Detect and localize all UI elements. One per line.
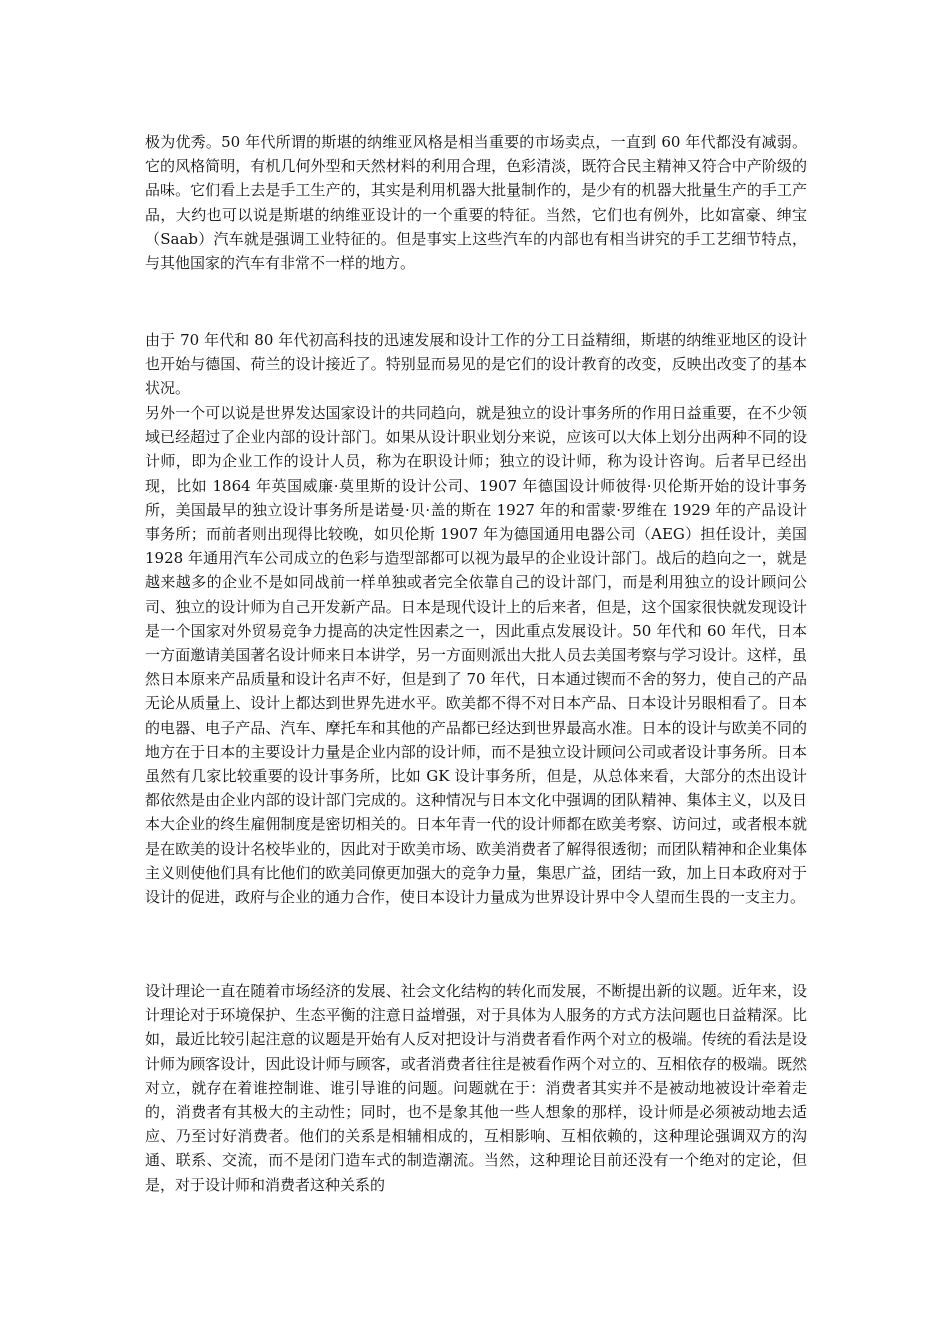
paragraph-independent-design-offices: 另外一个可以说是世界发达国家设计的共同趋向，就是独立的设计事务所的作用日益重要，在不少领域已经超过了企业内部的设计部门。如果从设计职业划分来说，应该可以大体上划分出两种不同的设计师，即为企业工作的设计人员，称为在职设计师；独立的设计师，称为设计咨询。后者早已经出现，比如 1864 年英国威廉·莫里斯的设计公司、1907 年德国设计师彼得·贝伦斯开始的设计事务所，美国最早的独立设计事务所是诺曼·贝·盖的斯在 1927 年的和雷蒙·罗维在 1929 年的产品设计事务所；而前者则出现得比较晚，如贝伦斯 1907 年为德国通用电器公司（AEG）担任设计，美国 1928 年通用汽车公司成立的色彩与造型部都可以视为最早的企业设计部门。战后的趋向之一，就是越来越多的企业不是如同战前一样单独或者完全依靠自己的设计部门，而是利用独立的设计顾问公司、独立的设计师为自己开发新产品。日本是现代设计上的后来者，但是，这个国家很快就发现设计是一个国家对外贸易竞争力提高的决定性因素之一，因此重点发展设计。50 年代和 60 年代，日本一方面邀请美国著名设计师来日本讲学，另一方面则派出大批人员去美国考察与学习设计。这样，虽然日本原来产品质量和设计名声不好，但是到了 70 年代，日本通过锲而不舍的努力，使自己的产品无论从质量上、设计上都达到世界先进水平。欧美都不得不对日本产品、日本设计另眼相看了。日本的电器、电子产品、汽车、摩托车和其他的产品都已经达到世界最高水准。日本的设计与欧美不同的地方在于日本的主要设计力量是企业内部的设计师，而不是独立设计顾问公司或者设计事务所。日本虽然有几家比较重要的设计事务所，比如 GK 设计事务所，但是，从总体来看，大部分的杰出设计都依然是由企业内部的设计部门完成的。这种情况与日本文化中强调的团队精神、集体主义，以及日本大企业的终生雇佣制度是密切相关的。日本年青一代的设计师都在欧美考察、访问过，或者根本就是在欧美的设计名校毕业的，因此对于欧美市场、欧美消费者了解得很透彻；而团队精神和企业集体主义则使他们具有比他们的欧美同僚更加强大的竞争力量，集思广益，团结一致，加上日本政府对于设计的促进，政府与企业的通力合作，使日本设计力量成为世界设计界中令人望而生畏的一支主力。 xyxy=(145,404,807,907)
paragraph-design-theory: 设计理论一直在随着市场经济的发展、社会文化结构的转化而发展，不断提出新的议题。近年来，设计理论对于环境保护、生态平衡的注意日益增强，对于具体为人服务的方式方法问题也日益精深。比如，最近比较引起注意的议题是开始有人反对把设计与消费者看作两个对立的极端。传统的看法是设计师为顾客设计，因此设计师与顾客，或者消费者往往是被看作两个对立的、互相依存的极端。既然对立，就存在着谁控制谁、谁引导谁的问题。问题就在于：消费者其实并不是被动地被设计牵着走的，消费者有其极大的主动性；同时，也不是象其他一些人想象的那样，设计师是必须被动地去适应、乃至讨好消费者。他们的关系是相辅相成的，互相影响、互相依赖的，这种理论强调双方的沟通、联系、交流，而不是闭门造车式的制造潮流。当然，这种理论目前还没有一个绝对的定论，但是，对于设计师和消费者这种关系的 xyxy=(145,982,807,1194)
paragraph-scandinavian-style: 极为优秀。50 年代所谓的斯堪的纳维亚风格是相当重要的市场卖点，一直到 60 年代都没有减弱。它的风格简明，有机几何外型和天然材料的利用合理，色彩清淡，既符合民主精神又符合中产阶级的品味。它们看上去是手工生产的，其实是利用机器大批量制作的，是少有的机器大批量生产的手工产品，大约也可以说是斯堪的纳维亚设计的一个重要的特征。当然，它们也有例外，比如富豪、绅宝（Saab）汽车就是强调工业特征的。但是事实上这些汽车的内部也有相当讲究的手工艺细节特点，与其他国家的汽车有非常不一样的地方。 xyxy=(145,133,807,273)
paragraph-design-education: 由于 70 年代和 80 年代初高科技的迅速发展和设计工作的分工日益精细，斯堪的纳维亚地区的设计也开始与德国、荷兰的设计接近了。特别显而易见的是它们的设计教育的改变，反映出改变了的基本状况。 xyxy=(145,331,807,398)
